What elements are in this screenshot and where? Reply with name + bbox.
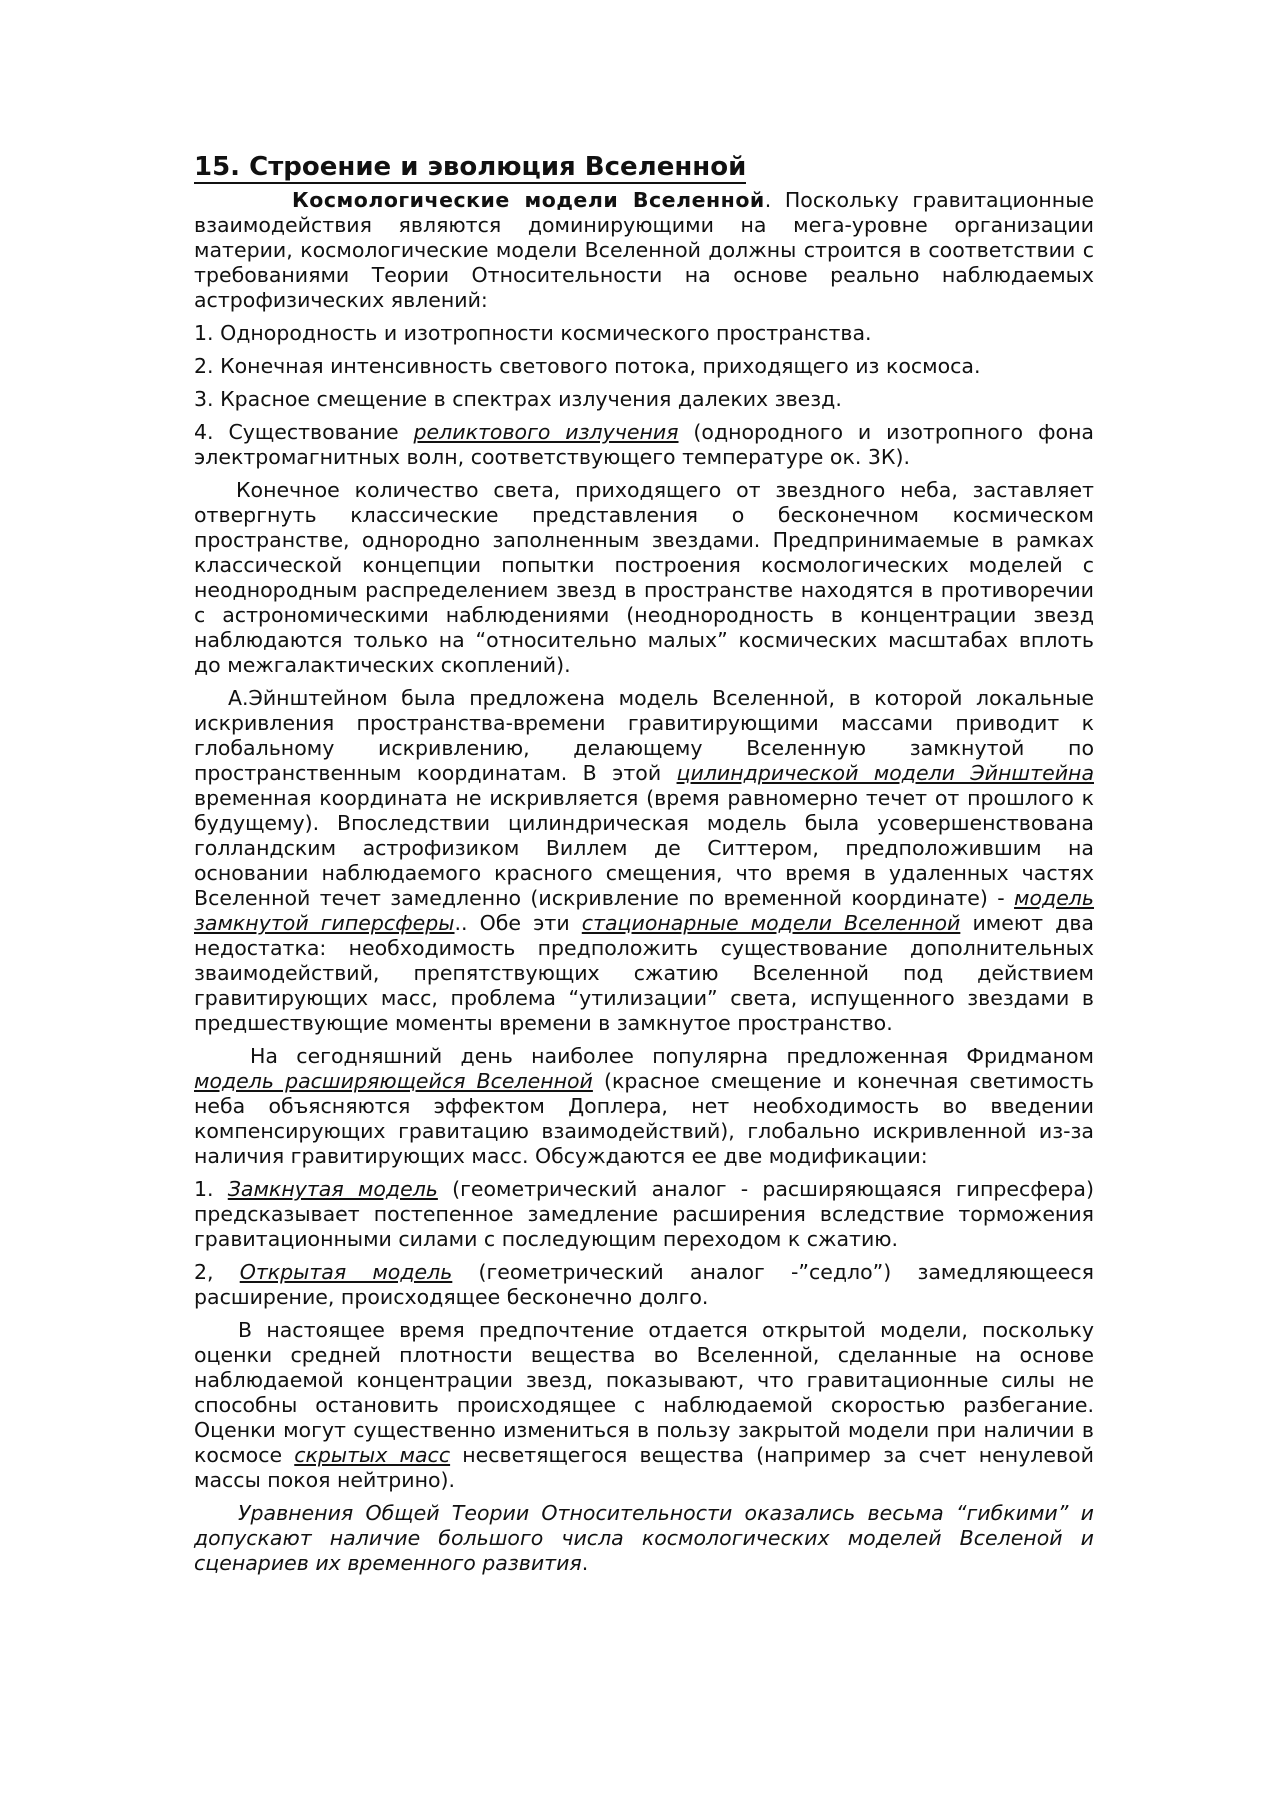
list-item-2: 2. Конечная интенсивность светового потока, приходящего из космоса. xyxy=(194,354,981,378)
paragraph-open-preference: В настоящее время предпочтение отдается открытой модели, поскольку оценки средней плотности вещества во Вселенной, сделанные на основе наблюдаемой концентрации звезд, показывают, что гравитационные силы не способны остановить происходящее с наблюдаемой скоростью разбегание. Оценки могут существенно измениться в пользу закрытой модели при наличии в космосе скрытых масс несветящегося вещества (например за счет ненулевой массы покоя нейтрино). xyxy=(194,1318,1094,1492)
paragraph-intro: Космологические модели Вселенной. Поскольку гравитационные взаимодействия являются доминирующими на мега-уровне организации материи, космологические модели Вселенной должны строится в соответствии с требованиями Теории Относительности на основе реально наблюдаемых астрофизических явлений: xyxy=(194,188,1094,312)
page-title: 15. Строение и эволюция Вселенной xyxy=(194,152,747,182)
lead-term: Космологические модели Вселенной xyxy=(292,188,765,212)
list-item-1: 1. Однородность и изотропности космического пространства. xyxy=(194,321,872,345)
term-relic-radiation: реликтового излучения xyxy=(413,420,679,444)
term-open-model: Открытая модель xyxy=(239,1260,453,1284)
term-hidden-mass: скрытых масс xyxy=(294,1443,451,1467)
paragraph-einstein: А.Эйнштейном была предложена модель Вселенной, в которой локальные искривления пространства-времени гравитирующими массами приводит к глобальному искривлению, делающему Вселенную замкнутой по пространственным координатам. В этой цилиндрической модели Эйнштейна временная координата не искривляется (время равномерно течет от прошлого к будущему). Впоследствии цилиндрическая модель была усовершенствована голландским астрофизиком Виллем де Ситтером, предположившим на основании наблюдаемого красного смещения, что время в удаленных частях Вселенной течет замедленно (искривление по временной координате) - модель замкнутой гиперсферы.. Обе эти стационарные модели Вселенной имеют два недостатка: необходимость предположить существование дополнительных зваимодействий, препятствующих сжатию Вселенной под действием гравитирующих масс, проблема “утилизации” света, испущенного звездами в предшествующие моменты времени в замкнутое пространство. xyxy=(194,686,1094,1035)
term-cylindrical-model: цилиндрической модели Эйнштейна xyxy=(676,761,1094,785)
paragraph-friedmann: На сегодняшний день наиболее популярна предложенная Фридманом модель расширяющейся Вселенной (красное смещение и конечная светимость неба объясняются эффектом Доплера, нет необходимость во введении компенсирующих гравитацию взаимодействий), глобально искривленной из-за наличия гравитирующих масс. Обсуждаются ее две модификации: xyxy=(194,1044,1094,1168)
modification-1: 1. Замкнутая модель (геометрический аналог - расширяющаяся гипресфера) предсказывает постепенное замедление расширения вследствие торможения гравитационными силами с последующим переходом к сжатию. xyxy=(194,1177,1094,1251)
modification-2: 2, Открытая модель (геометрический аналог -”седло”) замедляющееся расширение, происходящее бесконечно долго. xyxy=(194,1260,1094,1309)
paragraph-finite-light: Конечное количество света, приходящего от звездного неба, заставляет отвергнуть классические представления о бесконечном космическом пространстве, однородно заполненным звездами. Предпринимаемые в рамках классической концепции попытки построения космологических моделей с неоднородным распределением звезд в пространстве находятся в противоречии с астрономическими наблюдениями (неоднородность в концентрации звезд наблюдаются только на “относительно малых” космических масштабах вплоть до межгалактических скоплений). xyxy=(194,478,1094,677)
list-item-3: 3. Красное смещение в спектрах излучения далеких звезд. xyxy=(194,387,842,411)
term-closed-model: Замкнутая модель xyxy=(227,1177,438,1201)
list-item-4: 4. Существование реликтового излучения (однородного и изотропного фона электромагнитных волн, соответствующего температуре ок. 3К). xyxy=(194,420,1094,469)
document-page xyxy=(194,150,1094,1584)
paragraph-conclusion: Уравнения Общей Теории Относительности оказались весьма “гибкими” и допускают наличие большого числа космологических моделей Вселеной и сценариев их временного развития. xyxy=(194,1501,1094,1575)
term-expanding-universe: модель расширяющейся Вселенной xyxy=(194,1069,593,1093)
term-stationary-models: стационарные модели Вселенной xyxy=(581,911,961,935)
term-hypersphere-model: модель замкнутой гиперсферы xyxy=(194,886,1094,935)
